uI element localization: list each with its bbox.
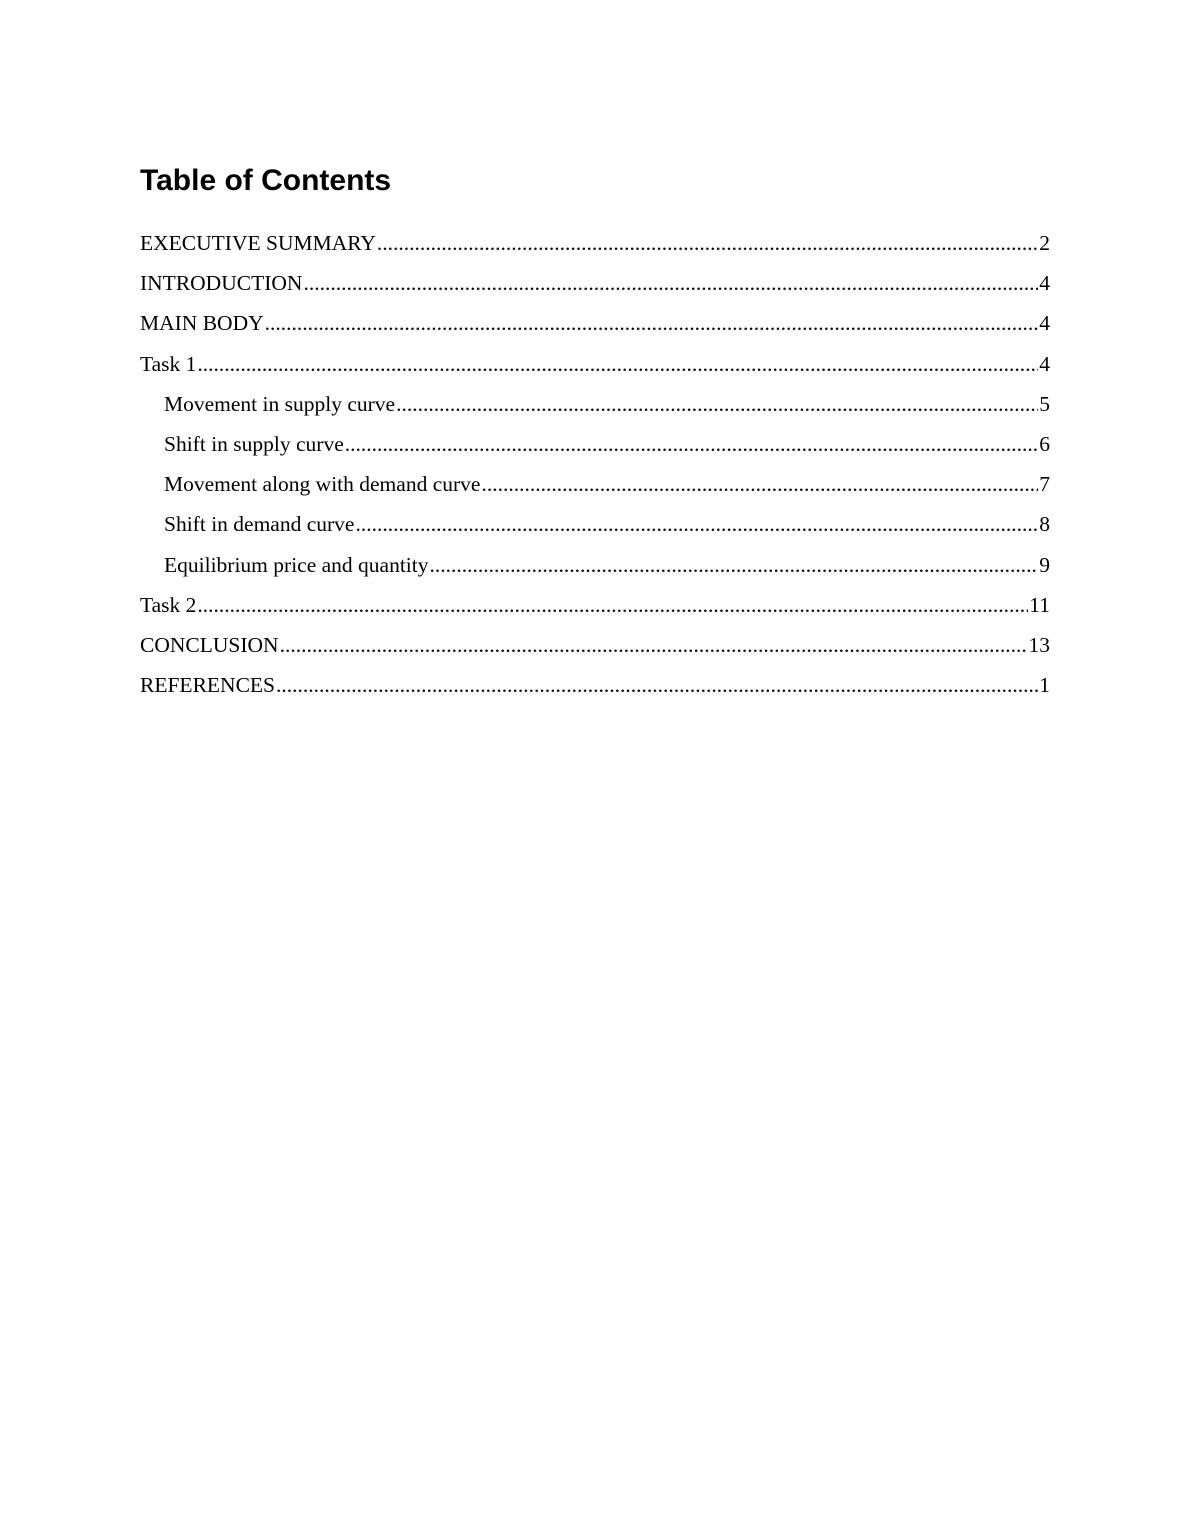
toc-entry-movement-in-supply-curve[interactable] bbox=[140, 391, 1050, 431]
toc-dot-leader bbox=[355, 511, 1038, 537]
toc-dot-leader bbox=[303, 270, 1038, 296]
toc-entry-page-number: 6 bbox=[1039, 431, 1050, 456]
toc-entry-label: Task 2 bbox=[140, 592, 197, 617]
toc-dot-leader bbox=[265, 310, 1039, 336]
toc-entry-page-number: 11 bbox=[1029, 592, 1050, 617]
toc-entry-main-body[interactable] bbox=[140, 310, 1050, 350]
toc-entry-executive-summary[interactable] bbox=[140, 230, 1050, 270]
toc-dot-leader bbox=[280, 632, 1028, 658]
toc-dot-leader bbox=[430, 552, 1039, 578]
toc-dot-leader bbox=[345, 431, 1039, 457]
toc-entry-introduction[interactable] bbox=[140, 270, 1050, 310]
toc-entry-equilibrium-price-and-quantity[interactable] bbox=[140, 552, 1050, 592]
toc-entry-label: MAIN BODY bbox=[140, 311, 264, 336]
toc-list bbox=[140, 230, 1050, 712]
toc-entry-page-number: 13 bbox=[1028, 632, 1050, 657]
toc-entry-label: Shift in supply curve bbox=[164, 431, 344, 456]
toc-entry-page-number: 2 bbox=[1039, 231, 1050, 255]
toc-entry-label: Shift in demand curve bbox=[164, 512, 355, 537]
toc-entry-page-number: 4 bbox=[1039, 351, 1050, 376]
toc-entry-label: Task 1 bbox=[140, 351, 197, 376]
toc-dot-leader bbox=[396, 391, 1038, 417]
toc-dot-leader bbox=[197, 592, 1028, 618]
toc-entry-movement-along-demand-curve[interactable] bbox=[140, 471, 1050, 511]
toc-entry-shift-in-demand-curve[interactable] bbox=[140, 511, 1050, 551]
toc-entry-task-2[interactable] bbox=[140, 592, 1050, 632]
toc-entry-label: Movement in supply curve bbox=[164, 391, 396, 416]
toc-entry-references[interactable] bbox=[140, 672, 1050, 712]
toc-entry-task-1[interactable] bbox=[140, 351, 1050, 391]
toc-entry-label: Movement along with demand curve bbox=[164, 472, 481, 497]
toc-dot-leader bbox=[197, 351, 1038, 377]
toc-entry-label: Equilibrium price and quantity bbox=[164, 552, 429, 577]
toc-dot-leader bbox=[481, 471, 1038, 497]
toc-entry-page-number: 1 bbox=[1039, 673, 1050, 698]
toc-entry-label: EXECUTIVE SUMMARY bbox=[140, 231, 376, 255]
toc-entry-page-number: 7 bbox=[1039, 472, 1050, 497]
toc-dot-leader bbox=[377, 230, 1038, 256]
toc-entry-conclusion[interactable] bbox=[140, 632, 1050, 672]
toc-entry-page-number: 9 bbox=[1039, 552, 1050, 577]
toc-title: Table of Contents bbox=[140, 164, 392, 197]
toc-entry-shift-in-supply-curve[interactable] bbox=[140, 431, 1050, 471]
toc-dot-leader bbox=[276, 672, 1038, 698]
toc-entry-page-number: 4 bbox=[1039, 311, 1050, 336]
toc-entry-label: REFERENCES bbox=[140, 673, 275, 698]
toc-entry-page-number: 8 bbox=[1039, 512, 1050, 537]
toc-entry-page-number: 5 bbox=[1039, 391, 1050, 416]
toc-entry-label: INTRODUCTION bbox=[140, 271, 303, 296]
toc-entry-label: CONCLUSION bbox=[140, 632, 279, 657]
toc-entry-page-number: 4 bbox=[1039, 271, 1050, 296]
